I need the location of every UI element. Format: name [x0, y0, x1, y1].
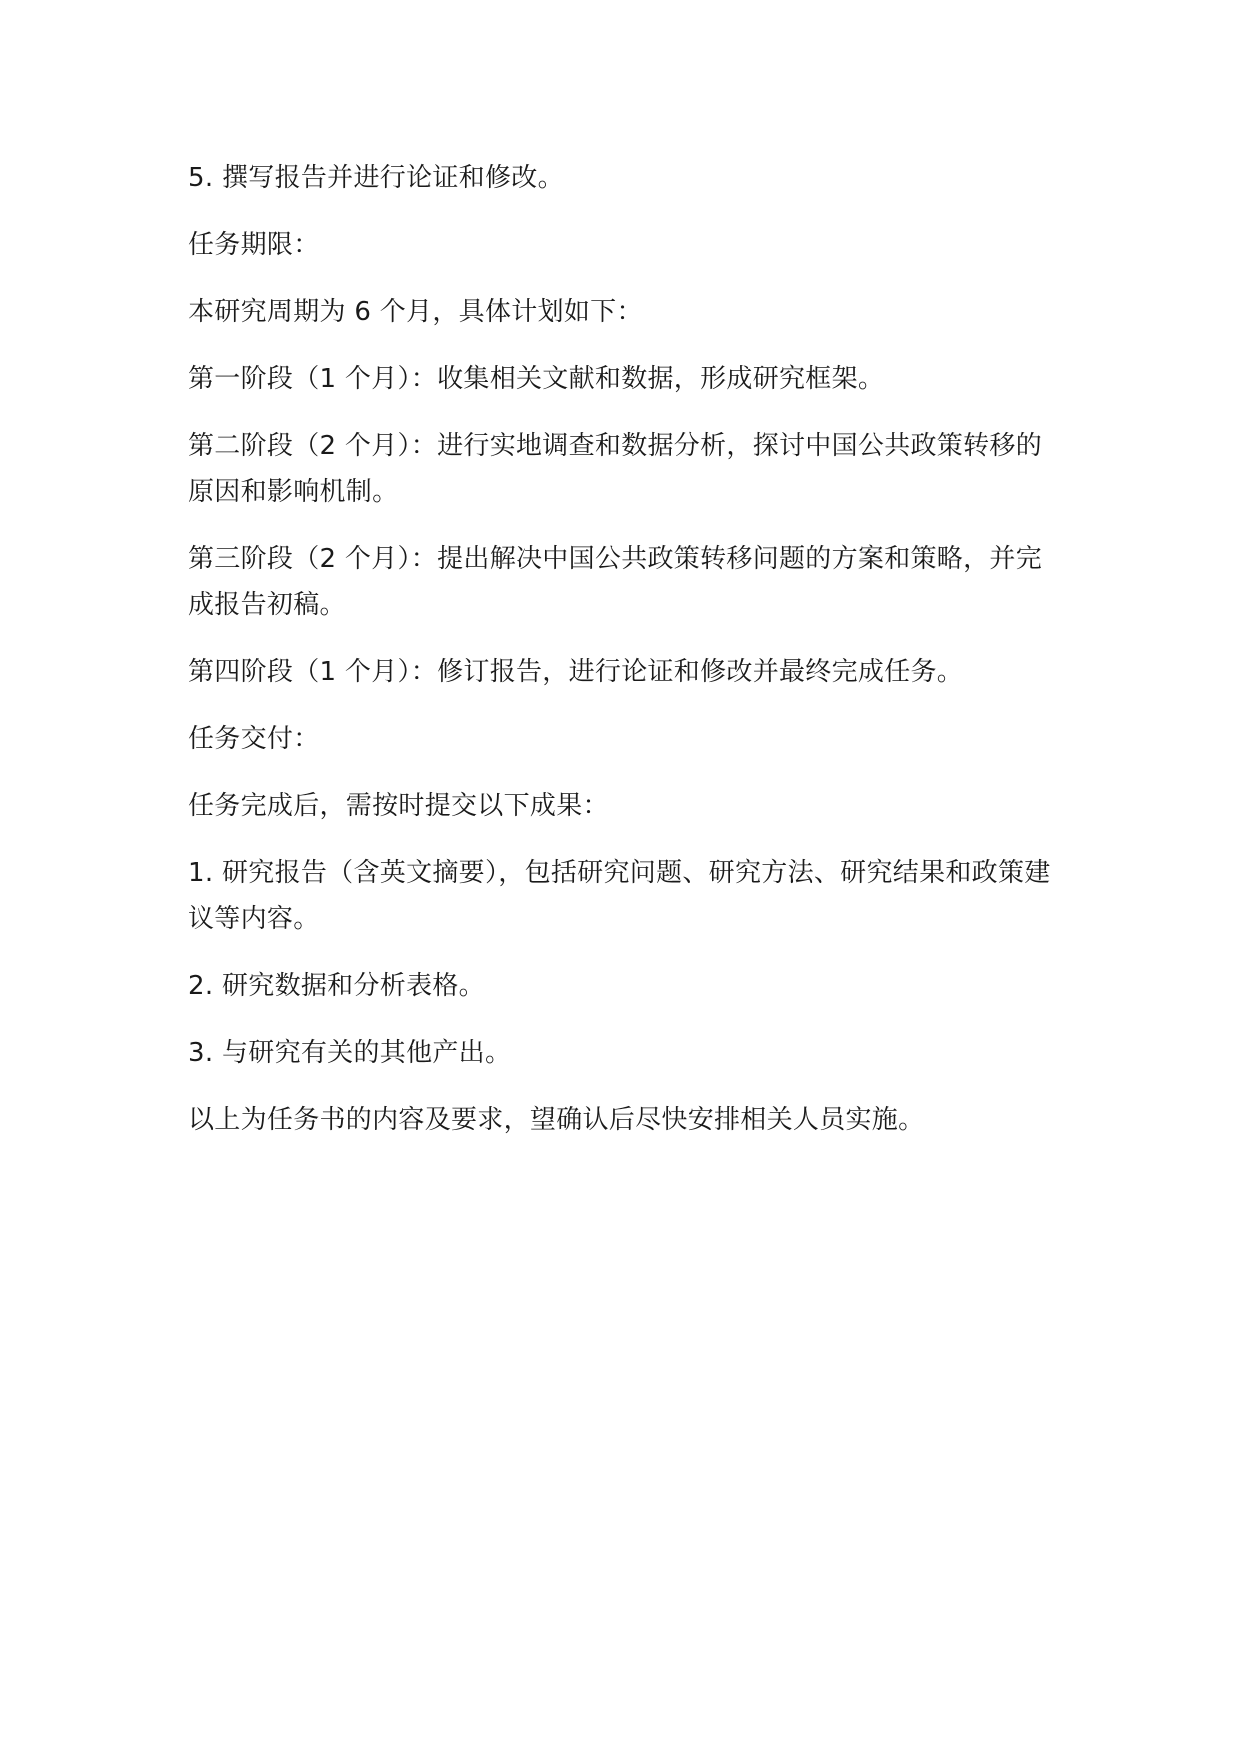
- phase-3: 第三阶段（2 个月）：提出解决中国公共政策转移问题的方案和策略，并完成报告初稿。: [188, 544, 1043, 620]
- section-heading-deadline: 任务期限：: [188, 230, 320, 260]
- document-body: [188, 155, 1058, 1164]
- phase-1: 第一阶段（1 个月）：收集相关文献和数据，形成研究框架。: [188, 364, 885, 394]
- closing-statement: 以上为任务书的内容及要求，望确认后尽快安排相关人员实施。: [188, 1105, 925, 1135]
- deliverable-3: 3. 与研究有关的其他产出。: [188, 1038, 512, 1068]
- schedule-intro: 本研究周期为 6 个月，具体计划如下：: [188, 297, 643, 327]
- phase-2: 第二阶段（2 个月）：进行实地调查和数据分析，探讨中国公共政策转移的原因和影响机制。: [188, 431, 1043, 507]
- section-heading-delivery: 任务交付：: [188, 724, 320, 754]
- deliverable-2: 2. 研究数据和分析表格。: [188, 971, 485, 1001]
- list-item-step-5: 5. 撰写报告并进行论证和修改。: [188, 163, 564, 193]
- delivery-intro: 任务完成后，需按时提交以下成果：: [188, 791, 609, 821]
- deliverable-1: 1. 研究报告（含英文摘要），包括研究问题、研究方法、研究结果和政策建议等内容。: [188, 858, 1051, 934]
- phase-4: 第四阶段（1 个月）：修订报告，进行论证和修改并最终完成任务。: [188, 657, 964, 687]
